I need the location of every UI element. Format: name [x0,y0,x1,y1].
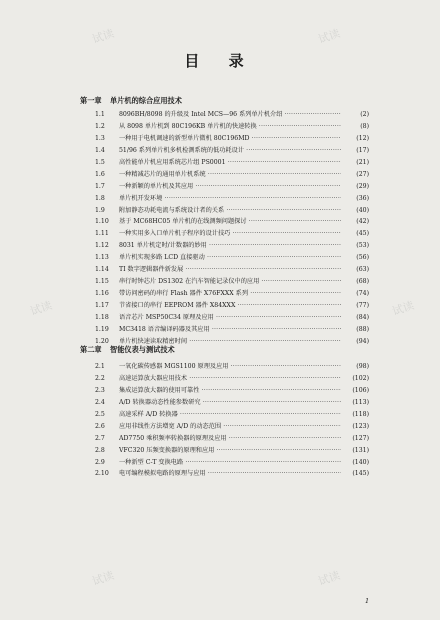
entry-title: MC3418 语音编译码器及其应用 ····· [119,324,341,336]
entry-number: 2.6 [95,422,105,430]
entry-number: 1.16 [95,290,109,298]
entry-page: (106) [343,385,369,397]
watermark-mark: 试读 [316,568,342,589]
entry-page: (113) [343,397,369,409]
entry-title: 带访问密码的串行 Flash 器件 X76FXXX 系列 ····· [119,288,341,300]
entry-title: 一种实用多入口单片机子程序的设计技巧 ····· [119,228,341,240]
toc-entry[interactable] [95,252,369,264]
entry-page: (40) [343,205,369,217]
entry-number: 1.10 [95,218,109,226]
entry-page: (45) [343,228,369,240]
toc-entry[interactable] [95,397,369,409]
entry-number: 1.13 [95,254,109,262]
toc-entry[interactable] [95,169,369,181]
entry-number: 2.3 [95,386,105,394]
toc-entry[interactable] [95,264,369,276]
toc-entry[interactable] [95,457,369,469]
entry-title: 一氧化碳传感器 MGS1100 原理及应用 ····· [119,361,341,373]
entry-page: (94) [343,336,369,348]
entry-title: TI 数字逻辑器件新发展 ····· [119,264,341,276]
watermark-mark: 试读 [90,26,116,47]
entry-page: (127) [343,433,369,445]
entry-number: 2.8 [95,446,105,454]
entry-title: 串行时钟芯片 DS1302 在汽车智能记录仪中的应用 ····· [119,276,341,288]
chapter-1-entries [95,109,369,348]
chapter-heading [80,344,380,356]
entry-number: 2.4 [95,398,105,406]
toc-entry[interactable] [95,216,369,228]
toc-entry[interactable] [95,445,369,457]
page-title: 目 录 [184,52,256,70]
entry-title: 单片机快速读取精密时间 ····· [119,336,341,348]
chapter-heading [80,95,380,107]
entry-title: 单片机实现多路 LCD 直接驱动 ····· [119,252,341,264]
entry-title: 应用非线性方法增宽 A/D 的动态范围 ····· [119,421,341,433]
entry-page: (29) [343,181,369,193]
entry-number: 1.14 [95,266,109,274]
entry-number: 1.19 [95,325,109,333]
entry-number: 1.1 [95,111,105,118]
entry-title: AD7750 乘积频率转换器的原理及应用 ····· [119,433,341,445]
entry-title: 高速采样 A/D 转换器 ····· [119,409,341,421]
entry-page: (102) [343,373,369,385]
entry-number: 1.4 [95,146,105,154]
toc-entry[interactable] [95,288,369,300]
entry-page: (98) [343,361,369,373]
toc-entry[interactable] [95,276,369,288]
toc-entry[interactable] [95,145,369,157]
entry-number: 1.9 [95,206,105,214]
toc-entry[interactable] [95,300,369,312]
entry-page: (74) [343,288,369,300]
entry-page: (145) [343,468,369,480]
entry-number: 1.5 [95,158,105,166]
entry-page: (68) [343,276,369,288]
entry-page: (77) [343,300,369,312]
toc-entry[interactable] [95,373,369,385]
watermark-mark: 试读 [28,298,54,319]
entry-number: 1.8 [95,194,105,202]
entry-number: 1.11 [95,230,109,238]
entry-title: A/D 转换器动态性能参数研究 ····· [119,397,341,409]
toc-entry[interactable] [95,240,369,252]
entry-title: 8031 单片机定时/计数器的妙用 ····· [119,240,341,252]
chapter-title: 智能仪表与测试技术 [110,345,175,354]
toc-entry[interactable] [95,312,369,324]
toc-entry[interactable] [95,409,369,421]
entry-page: (123) [343,421,369,433]
entry-number: 2.1 [95,363,105,370]
toc-entry[interactable] [95,468,369,480]
entry-title: 节省接口的串行 EEPROM 器件 X84XXX ····· [119,300,341,312]
toc-entry[interactable] [95,205,369,217]
toc-entry[interactable] [95,228,369,240]
entry-title: 基于 MC68HC05 单片机的在线测频问题探讨 ····· [119,216,341,228]
entry-title: 8096BH/8098 的升级及 Intel MCS—96 系列单片机介绍 ····· [119,109,341,121]
entry-page: (8) [343,121,369,133]
entry-number: 1.17 [95,302,109,309]
entry-page: (2) [343,109,369,121]
entry-title: 电可编程模拟电路的原理与应用 ····· [119,468,341,480]
entry-title: VFC320 压频变换器的原理和应用 ····· [119,445,341,457]
toc-entry[interactable] [95,109,369,121]
toc-entry[interactable] [95,133,369,145]
entry-page: (42) [343,216,369,228]
entry-title: 一种用于电机调速的新型单片微机 80C196MD ····· [119,133,341,145]
toc-entry[interactable] [95,181,369,193]
entry-title: 高速运算放大器应用技术 ····· [119,373,341,385]
entry-number: 1.12 [95,242,109,250]
toc-entry[interactable] [95,121,369,133]
entry-page: (56) [343,252,369,264]
entry-title: 一种精减芯片的通用单片机系统 ····· [119,169,341,181]
entry-title: 一种新颖的单片机及其应用 ····· [119,181,341,193]
toc-entry[interactable] [95,193,369,205]
entry-page: (17) [343,145,369,157]
entry-number: 1.3 [95,134,105,142]
entry-page: (140) [343,457,369,469]
entry-number: 1.6 [95,170,105,178]
entry-page: (84) [343,312,369,324]
toc-entry[interactable] [95,361,369,373]
entry-title: 语音芯片 MSP50C34 原理及应用 ····· [119,312,341,324]
entry-number: 1.20 [95,337,109,345]
entry-number: 2.7 [95,434,105,442]
entry-title: 集成运算放大器的使用可靠性 ····· [119,385,341,397]
watermark-mark: 试读 [90,568,116,589]
entry-number: 2.2 [95,374,105,382]
toc-entry[interactable] [95,324,369,336]
toc-entry[interactable] [95,433,369,445]
entry-title: 附加静态功耗电流与系统设计者的关系 ····· [119,205,341,217]
entry-page: (53) [343,240,369,252]
entry-title: 51/96 系列单片机多机检测系统的低功耗设计 ····· [119,145,341,157]
entry-number: 1.7 [95,182,105,190]
entry-page: (118) [343,409,369,421]
entry-title: 单片机开发环境 ····· [119,193,341,205]
entry-page: (36) [343,193,369,205]
entry-number: 2.10 [95,470,109,478]
entry-number: 1.15 [95,278,109,286]
entry-title: 一种新型 C-T 变换电路 ····· [119,457,341,469]
entry-number: 1.18 [95,313,109,321]
entry-page: (131) [343,445,369,457]
watermark-mark: 试读 [390,298,416,319]
chapter-number: 第二章 [80,345,102,354]
entry-page: (88) [343,324,369,336]
entry-page: (12) [343,133,369,145]
entry-title: 高性能单片机应用系统芯片组 PS0001 ····· [119,157,341,169]
entry-page: (21) [343,157,369,169]
entry-number: 2.9 [95,458,105,466]
toc-entry[interactable] [95,421,369,433]
page-number: 1 [365,597,370,605]
chapter-2-entries [95,361,369,480]
entry-title: 从 8098 单片机到 80C196KB 单片机的快速转换 ····· [119,121,341,133]
watermark-mark: 试读 [316,26,342,47]
entry-page: (63) [343,264,369,276]
entry-number: 2.5 [95,410,105,418]
toc-entry[interactable] [95,157,369,169]
toc-entry[interactable] [95,385,369,397]
chapter-title: 单片机的综合应用技术 [110,96,182,105]
chapter-number: 第一章 [80,96,102,105]
entry-number: 1.2 [95,122,105,130]
entry-page: (27) [343,169,369,181]
